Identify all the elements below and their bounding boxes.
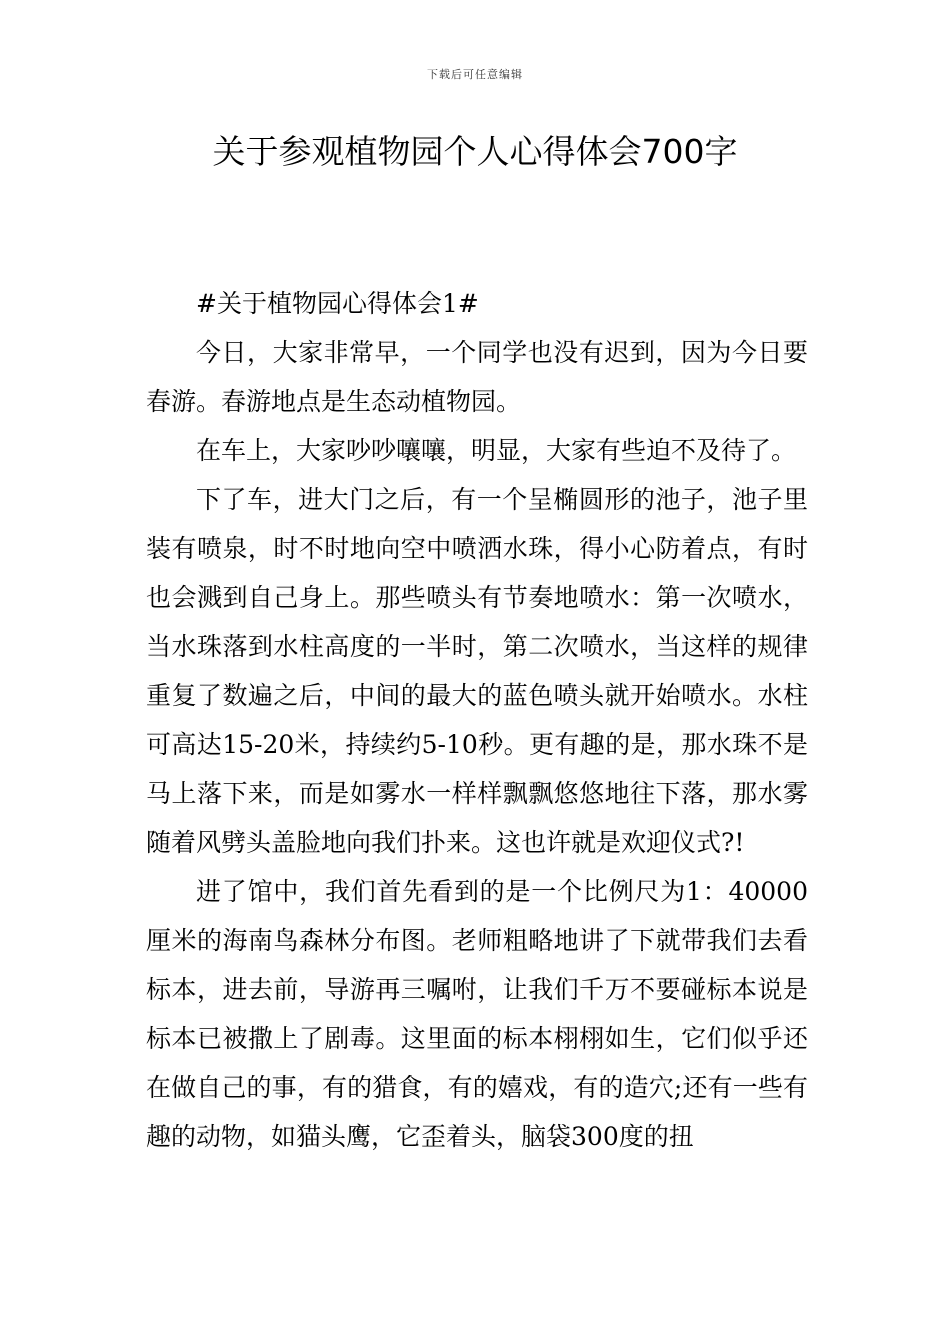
paragraph: 进了馆中，我们首先看到的是一个比例尺为1：40000厘米的海南鸟森林分布图。老师粗略地讲了下就带我们去看标本，进去前，导游再三嘱咐，让我们千万不要碰标本说是标本已被撒上了剧毒。这里面的标本栩栩如生，它们似乎还在做自己的事，有的猎食，有的嬉戏，有的造穴;还有一些有趣的动物，如猫头鹰，它歪着头，脑袋300度的扭 [146, 877, 808, 1151]
paragraph: 今日，大家非常早，一个同学也没有迟到，因为今日要春游。春游地点是生态动植物园。 [146, 338, 808, 416]
section-heading: #关于植物园心得体会1# [196, 289, 479, 318]
paragraph: 下了车，进大门之后，有一个呈椭圆形的池子，池子里装有喷泉，时不时地向空中喷洒水珠，得小心防着点，有时也会溅到自己身上。那些喷头有节奏地喷水：第一次喷水，当水珠落到水柱高度的一半时，第二次喷水，当这样的规律重复了数遍之后，中间的最大的蓝色喷头就开始喷水。水柱可高达15-20米，持续约5-10秒。更有趣的是，那水珠不是马上落下来，而是如雾水一样样飘飘悠悠地往下落，那水雾随着风劈头盖脸地向我们扑来。这也许就是欢迎仪式?! [146, 485, 808, 857]
document-body [146, 279, 808, 1161]
paragraph: 在车上，大家吵吵嚷嚷，明显，大家有些迫不及待了。 [196, 436, 797, 465]
header-note: 下载后可任意编辑 [427, 68, 523, 81]
page-title: 关于参观植物园个人心得体会700字 [212, 132, 738, 171]
